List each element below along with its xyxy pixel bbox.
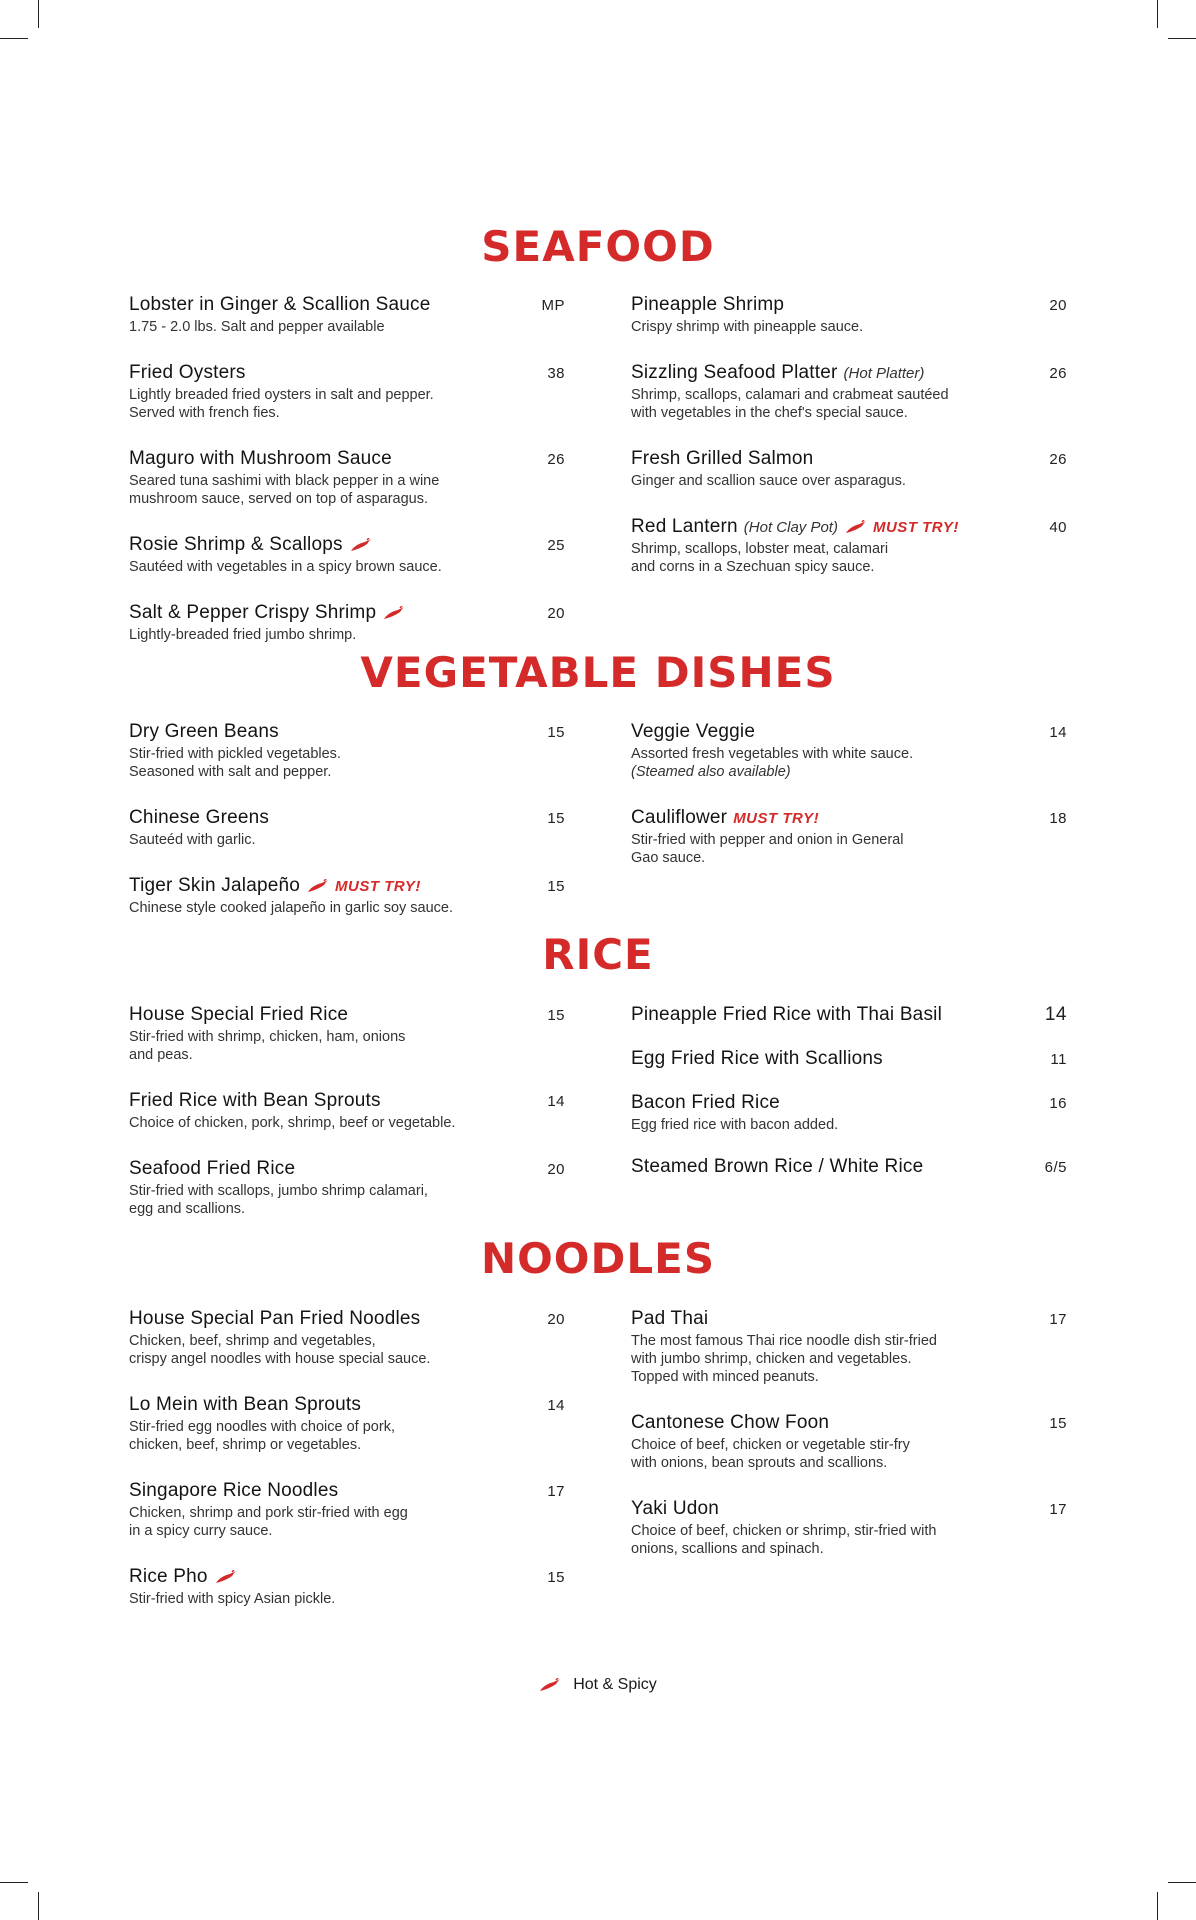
vegetable-right-column: [631, 721, 1067, 867]
rice-left-column: [129, 1004, 565, 1218]
item-description: Stir-fried egg noodles with choice of pork, chicken, beef, shrimp or vegetables.: [129, 1419, 395, 1453]
menu-item: [129, 1566, 565, 1608]
item-price: 15: [547, 878, 565, 895]
vegetable-left-column: [129, 721, 565, 917]
item-name: Veggie Veggie: [631, 721, 756, 742]
must-try-badge: MUST TRY!: [733, 809, 820, 827]
item-price: 15: [547, 1007, 565, 1024]
menu-item: [631, 1156, 1067, 1178]
item-price: 26: [1049, 365, 1067, 382]
noodles-left-column: [129, 1308, 565, 1608]
item-name: Pad Thai: [631, 1308, 709, 1329]
item-description: Choice of beef, chicken or shrimp, stir-fried with onions, scallions and spinach.: [631, 1523, 937, 1557]
item-description: Seared tuna sashimi with black pepper in a wine mushroom sauce, served on top of asparagus.: [129, 473, 440, 507]
item-price: 20: [547, 605, 565, 622]
item-name: Egg Fried Rice with Scallions: [631, 1048, 883, 1069]
item-name: Tiger Skin Jalapeño: [129, 875, 301, 896]
item-name: Lo Mein with Bean Sprouts: [129, 1394, 362, 1415]
item-price: 20: [547, 1311, 565, 1328]
crop-mark: [38, 0, 39, 28]
legend-label: Hot & Spicy: [573, 1676, 657, 1693]
item-name: Steamed Brown Rice / White Rice: [631, 1156, 924, 1177]
item-name: Red Lantern: [631, 516, 738, 537]
item-description: Chicken, shrimp and pork stir-fried with egg in a spicy curry sauce.: [129, 1505, 408, 1539]
menu-item: [129, 1158, 565, 1218]
item-price: 20: [1049, 297, 1067, 314]
item-description: Chicken, beef, shrimp and vegetables, crispy angel noodles with house special sauce.: [129, 1333, 431, 1367]
item-note: (Hot Clay Pot): [743, 518, 838, 536]
item-price: 38: [547, 365, 565, 382]
chili-pepper-icon: [383, 606, 405, 620]
seafood-left-column: [129, 294, 565, 644]
item-name: Bacon Fried Rice: [631, 1092, 780, 1113]
item-name: Fresh Grilled Salmon: [631, 448, 814, 469]
item-description: Stir-fried with pepper and onion in General Gao sauce.: [631, 832, 904, 866]
menu-item: [129, 1308, 565, 1368]
menu-item: [129, 1004, 565, 1064]
item-name: House Special Fried Rice: [129, 1004, 349, 1025]
rice-right-column: [631, 1004, 1067, 1178]
item-price: 17: [1049, 1501, 1067, 1518]
menu-item: [631, 448, 1067, 490]
menu-item: [631, 721, 1067, 781]
item-name: Pineapple Shrimp: [631, 294, 785, 315]
item-name: Maguro with Mushroom Sauce: [129, 448, 392, 469]
item-description: Choice of chicken, pork, shrimp, beef or vegetable.: [129, 1115, 456, 1131]
item-price: 14: [547, 1397, 565, 1414]
item-description: Crispy shrimp with pineapple sauce.: [631, 319, 864, 335]
item-price: 15: [1049, 1415, 1067, 1432]
item-price: 17: [547, 1483, 565, 1500]
item-price: 16: [1049, 1095, 1067, 1112]
item-price: 14: [1044, 1004, 1067, 1025]
item-name: Salt & Pepper Crispy Shrimp: [129, 602, 377, 623]
item-price: 14: [547, 1093, 565, 1110]
item-description: Shrimp, scallops, calamari and crabmeat sautéed with vegetables in the chef's special sauce.: [631, 387, 949, 421]
item-description: Stir-fried with scallops, jumbo shrimp calamari, egg and scallions.: [129, 1183, 428, 1217]
item-description: Stir-fried with spicy Asian pickle.: [129, 1591, 336, 1607]
crop-mark: [1157, 1892, 1158, 1920]
section-title-vegetable-dishes: VEGETABLE DISHES: [360, 648, 836, 697]
menu-item: [129, 807, 565, 849]
item-description: Sauteéd with garlic.: [129, 832, 256, 848]
item-description: Lightly breaded fried oysters in salt and pepper. Served with french fies.: [129, 387, 434, 421]
item-name: Yaki Udon: [631, 1498, 720, 1519]
item-price: 15: [547, 810, 565, 827]
menu-item: [129, 602, 565, 644]
menu-item: [129, 1090, 565, 1132]
crop-mark: [0, 38, 28, 39]
item-price: 15: [547, 724, 565, 741]
item-description: Ginger and scallion sauce over asparagus.: [631, 473, 906, 489]
menu-item: [129, 294, 565, 336]
section-title-noodles: NOODLES: [480, 1234, 716, 1283]
item-price: 18: [1049, 810, 1067, 827]
crop-mark: [1168, 38, 1196, 39]
item-price: 17: [1049, 1311, 1067, 1328]
seafood-right-column: [631, 294, 1067, 576]
item-name: Sizzling Seafood Platter: [631, 362, 838, 383]
item-name: House Special Pan Fried Noodles: [129, 1308, 421, 1329]
menu-item: [631, 1004, 1067, 1026]
item-description: Choice of beef, chicken or vegetable stir-fry with onions, bean sprouts and scallions.: [631, 1437, 910, 1471]
menu-item: [631, 1048, 1067, 1070]
item-price: 20: [547, 1161, 565, 1178]
menu-item: [129, 875, 565, 917]
menu-item: [631, 1498, 1067, 1558]
menu-item: [631, 1092, 1067, 1134]
item-note: (Hot Platter): [843, 364, 925, 382]
item-price: 15: [547, 1569, 565, 1586]
section-title-seafood: SEAFOOD: [481, 222, 715, 271]
must-try-badge: MUST TRY!: [872, 518, 959, 536]
item-description: Chinese style cooked jalapeño in garlic soy sauce.: [129, 900, 454, 916]
item-price: 14: [1049, 724, 1067, 741]
spicy-legend: [0, 1676, 1196, 1694]
menu-item: [631, 807, 1067, 867]
item-name: Rice Pho: [129, 1566, 208, 1587]
item-name: Fried Oysters: [129, 362, 246, 383]
item-name: Cauliflower: [631, 807, 728, 828]
menu-item: [631, 1412, 1067, 1472]
item-price: 26: [547, 451, 565, 468]
noodles-right-column: [631, 1308, 1067, 1558]
menu-item: [631, 362, 1067, 422]
menu-item: [129, 534, 565, 576]
menu-item: [129, 362, 565, 422]
item-description: Sautéed with vegetables in a spicy brown sauce.: [129, 559, 442, 575]
crop-mark: [0, 1882, 28, 1883]
chili-pepper-icon: [539, 1678, 561, 1692]
item-price: 26: [1049, 451, 1067, 468]
item-description: Stir-fried with shrimp, chicken, ham, onions and peas.: [129, 1029, 406, 1063]
item-name: Pineapple Fried Rice with Thai Basil: [631, 1004, 942, 1025]
item-name: Fried Rice with Bean Sprouts: [129, 1090, 381, 1111]
item-name: Lobster in Ginger & Scallion Sauce: [129, 294, 431, 315]
menu-item: [631, 1308, 1067, 1386]
chili-pepper-icon: [307, 879, 329, 893]
crop-mark: [1157, 0, 1158, 28]
must-try-badge: MUST TRY!: [335, 877, 421, 895]
chili-pepper-icon: [350, 538, 372, 552]
item-price: 25: [547, 537, 565, 554]
item-description: Assorted fresh vegetables with white sauce. (Steamed also available): [631, 746, 914, 780]
item-description: Shrimp, scallops, lobster meat, calamari and corns in a Szechuan spicy sauce.: [631, 541, 889, 575]
menu-item: [631, 294, 1067, 336]
item-name: Rosie Shrimp & Scallops: [129, 534, 343, 555]
menu-item: [631, 516, 1067, 576]
section-title-rice: RICE: [542, 930, 654, 979]
menu-item: [129, 1480, 565, 1540]
item-price: 6/5: [1044, 1159, 1067, 1176]
chili-pepper-icon: [215, 1570, 237, 1584]
item-price: 11: [1050, 1051, 1067, 1068]
menu-item: [129, 721, 565, 781]
menu-item: [129, 448, 565, 508]
item-price: 40: [1049, 519, 1067, 536]
item-name: Seafood Fried Rice: [129, 1158, 296, 1179]
crop-mark: [38, 1892, 39, 1920]
item-description: Egg fried rice with bacon added.: [631, 1117, 839, 1133]
chili-pepper-icon: [845, 520, 867, 534]
item-name: Dry Green Beans: [129, 721, 279, 742]
menu-item: [129, 1394, 565, 1454]
item-price: MP: [541, 297, 565, 314]
item-name: Singapore Rice Noodles: [129, 1480, 339, 1501]
item-name: Cantonese Chow Foon: [631, 1412, 830, 1433]
item-description: Lightly-breaded fried jumbo shrimp.: [129, 627, 357, 643]
item-name: Chinese Greens: [129, 807, 270, 828]
item-description: 1.75 - 2.0 lbs. Salt and pepper available: [129, 319, 385, 335]
item-description: Stir-fried with pickled vegetables. Seasoned with salt and pepper.: [129, 746, 341, 780]
crop-mark: [1168, 1882, 1196, 1883]
item-description: The most famous Thai rice noodle dish stir-fried with jumbo shrimp, chicken and vegetables. Topped with minced peanuts.: [631, 1333, 937, 1385]
